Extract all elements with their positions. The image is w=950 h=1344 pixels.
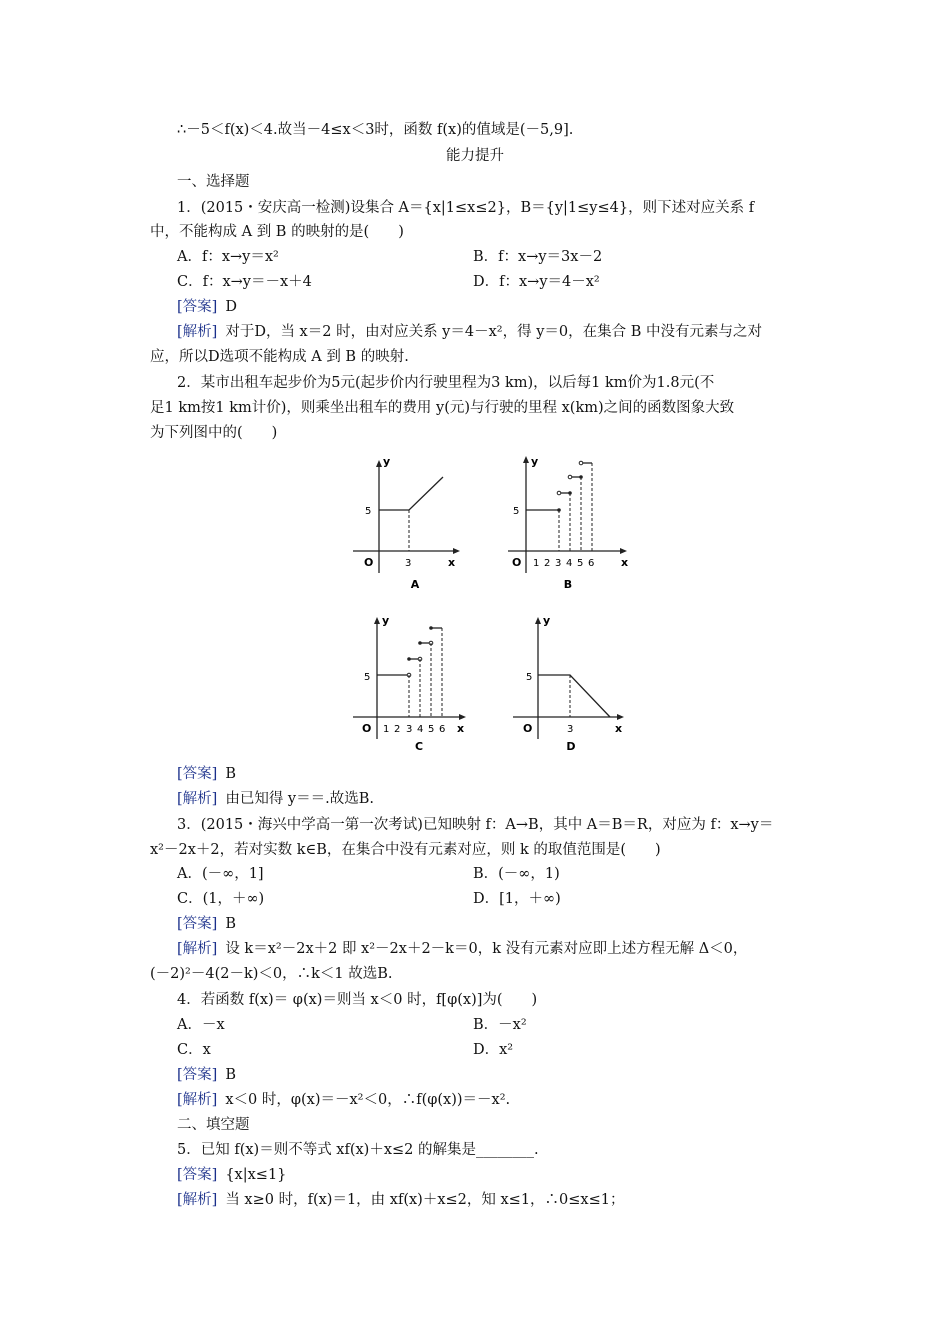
x-axis-arrow bbox=[453, 548, 460, 554]
tick-6: 6 bbox=[439, 724, 446, 735]
answer-tag: [答案] bbox=[177, 916, 218, 932]
x-label: x bbox=[615, 722, 623, 735]
q4-option-c: C．x bbox=[177, 1042, 211, 1058]
tick-5: 5 bbox=[513, 506, 520, 517]
part2-heading: 二、填空题 bbox=[177, 1117, 250, 1133]
q4-analysis bbox=[177, 1090, 510, 1110]
analysis-text: x＜0 时，φ(x)＝－x²＜0，∴f(φ(x))＝－x². bbox=[225, 1092, 511, 1108]
origin-label: O bbox=[523, 722, 533, 735]
q3-option-c: C．(1，＋∞) bbox=[177, 891, 265, 907]
q4-stem: 4．若函数 f(x)＝ φ(x)＝则当 x＜0 时，f[φ(x)]为( ) bbox=[177, 992, 538, 1008]
tick-2: 2 bbox=[544, 558, 551, 569]
caption-b: B bbox=[563, 578, 573, 591]
tick-3: 3 bbox=[406, 724, 413, 735]
q1-analysis-line2: 应，所以D选项不能构成 A 到 B 的映射. bbox=[150, 349, 409, 365]
step-dot bbox=[407, 657, 411, 661]
intro-line: ∴－5＜f(x)＜4.故当－4≤x＜3时，函数 f(x)的值域是(－5,9]. bbox=[177, 122, 574, 138]
part1-heading: 一、选择题 bbox=[177, 174, 250, 190]
step-dot bbox=[579, 461, 583, 465]
q2-stem-line2: 足1 km按1 km计价)，则乘坐出租车的费用 y(元)与行驶的里程 x(km)之间的函数图象大致 bbox=[150, 400, 735, 416]
analysis-tag: [解析] bbox=[177, 1192, 218, 1208]
q3-stem-line1: 3．(2015・海兴中学高一第一次考试)已知映射 f：A→B，其中 A＝B＝R，对应为 f：x→y＝ bbox=[177, 817, 774, 833]
fare-line bbox=[379, 477, 443, 510]
answer-value: B bbox=[225, 1067, 236, 1083]
answer-value: D bbox=[225, 299, 237, 315]
q1-stem-line1: 1．(2015・安庆高一检测)设集合 A＝{x|1≤x≤2}，B＝{y|1≤y≤4}，则下述对应关系 f bbox=[177, 200, 755, 216]
y-label: y bbox=[382, 614, 390, 627]
tick-4: 4 bbox=[417, 724, 424, 735]
y-label: y bbox=[531, 455, 539, 468]
q1-option-d: D．f：x→y＝4－x² bbox=[473, 274, 600, 290]
q2-stem-line3: 为下列图中的( ) bbox=[150, 425, 278, 441]
caption-c: C bbox=[414, 740, 424, 752]
q3-answer bbox=[177, 914, 236, 934]
answer-tag: [答案] bbox=[177, 766, 218, 782]
y-axis-arrow bbox=[376, 460, 382, 467]
q4-option-d: D．x² bbox=[473, 1042, 514, 1058]
analysis-tag: [解析] bbox=[177, 1092, 218, 1108]
analysis-text: 对于D，当 x＝2 时，由对应关系 y＝4－x²，得 y＝0，在集合 B 中没有元素与之对 bbox=[225, 324, 762, 340]
origin-label: O bbox=[362, 722, 372, 735]
y-axis-arrow bbox=[374, 617, 380, 624]
x-axis-arrow bbox=[617, 714, 624, 720]
tick-5x: 5 bbox=[577, 558, 584, 569]
q5-analysis bbox=[177, 1190, 624, 1210]
y-axis-arrow bbox=[523, 456, 529, 463]
tick-3: 3 bbox=[567, 724, 574, 735]
answer-value: B bbox=[225, 766, 236, 782]
q1-answer bbox=[177, 297, 237, 317]
answer-tag: [答案] bbox=[177, 1067, 218, 1083]
x-label: x bbox=[448, 556, 456, 569]
x-label: x bbox=[621, 556, 629, 569]
analysis-text: 由已知得 y＝＝.故选B. bbox=[225, 791, 375, 807]
tick-5: 5 bbox=[364, 672, 371, 683]
q3-analysis-line1 bbox=[177, 939, 747, 959]
tick-2: 2 bbox=[394, 724, 401, 735]
y-label: y bbox=[543, 614, 551, 627]
tick-1: 1 bbox=[533, 558, 540, 569]
q3-option-a: A．(－∞，1] bbox=[177, 866, 264, 882]
analysis-text: 设 k＝x²－2x＋2 即 x²－2x＋2－k＝0，k 没有元素对应即上述方程无解 Δ＜0， bbox=[225, 941, 748, 957]
tick-5: 5 bbox=[365, 506, 372, 517]
q2-answer bbox=[177, 764, 236, 784]
q4-option-a: A．－x bbox=[177, 1017, 225, 1033]
step-dot bbox=[557, 491, 561, 495]
analysis-tag: [解析] bbox=[177, 791, 218, 807]
graph-d bbox=[505, 612, 635, 752]
tick-6: 6 bbox=[588, 558, 595, 569]
tick-5: 5 bbox=[526, 672, 533, 683]
graph-a bbox=[345, 455, 475, 595]
q4-answer bbox=[177, 1065, 236, 1085]
analysis-text: 当 x≥0 时，f(x)＝1，由 xf(x)＋x≤2，知 x≤1，∴0≤x≤1； bbox=[225, 1192, 625, 1208]
tick-3: 3 bbox=[555, 558, 562, 569]
caption-d: D bbox=[566, 740, 576, 752]
y-label: y bbox=[383, 455, 391, 468]
q1-analysis-line1 bbox=[177, 322, 762, 342]
caption-a: A bbox=[410, 578, 420, 591]
q1-option-c: C．f：x→y＝－x＋4 bbox=[177, 274, 312, 290]
fare-line bbox=[538, 675, 610, 717]
x-label: x bbox=[457, 722, 465, 735]
graph-b bbox=[500, 455, 640, 595]
q1-stem-line2: 中，不能构成 A 到 B 的映射的是( ) bbox=[150, 224, 404, 240]
x-axis-arrow bbox=[620, 548, 627, 554]
analysis-tag: [解析] bbox=[177, 941, 218, 957]
answer-tag: [答案] bbox=[177, 299, 218, 315]
tick-3: 3 bbox=[405, 558, 412, 569]
q2-analysis bbox=[177, 789, 374, 809]
x-axis-arrow bbox=[459, 714, 466, 720]
q3-analysis-line2: (－2)²－4(2－k)＜0，∴k＜1 故选B. bbox=[150, 966, 393, 982]
step-dot bbox=[429, 626, 433, 630]
q2-stem-line1: 2．某市出租车起步价为5元(起步价内行驶里程为3 km)，以后每1 km价为1.8元(不 bbox=[177, 375, 715, 391]
q1-option-a: A．f：x→y＝x² bbox=[177, 249, 279, 265]
q5-stem: 5．已知 f(x)＝则不等式 xf(x)＋x≤2 的解集是________. bbox=[177, 1142, 539, 1158]
answer-value: B bbox=[225, 916, 236, 932]
q5-answer bbox=[177, 1165, 286, 1185]
q4-option-b: B．－x² bbox=[473, 1017, 527, 1033]
answer-tag: [答案] bbox=[177, 1167, 218, 1183]
origin-label: O bbox=[364, 556, 374, 569]
q1-option-b: B．f：x→y＝3x－2 bbox=[473, 249, 603, 265]
y-axis-arrow bbox=[535, 617, 541, 624]
tick-5x: 5 bbox=[428, 724, 435, 735]
q3-option-b: B．(－∞，1) bbox=[473, 866, 560, 882]
answer-value: {x|x≤1} bbox=[225, 1167, 287, 1183]
step-dot bbox=[568, 475, 572, 479]
tick-1: 1 bbox=[383, 724, 390, 735]
analysis-tag: [解析] bbox=[177, 324, 218, 340]
q3-option-d: D．[1，＋∞) bbox=[473, 891, 561, 907]
section-title: 能力提升 bbox=[446, 148, 504, 164]
origin-label: O bbox=[512, 556, 522, 569]
tick-4: 4 bbox=[566, 558, 573, 569]
step-dot bbox=[418, 641, 422, 645]
graph-c bbox=[345, 612, 485, 752]
q3-stem-line2: x²－2x＋2，若对实数 k∈B，在集合中没有元素对应，则 k 的取值范围是( ) bbox=[150, 842, 661, 858]
